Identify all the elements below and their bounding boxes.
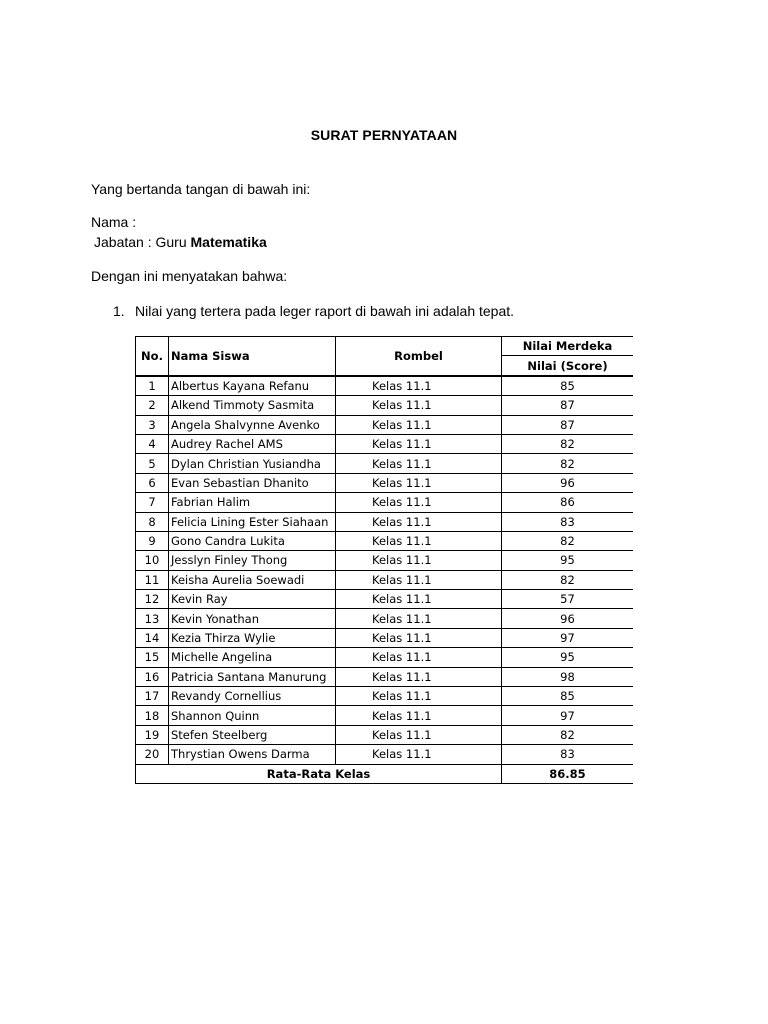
cell-score: 96 (502, 473, 634, 492)
cell-no: 19 (136, 725, 169, 744)
cell-no: 2 (136, 396, 169, 415)
cell-rombel: Kelas 11.1 (336, 609, 502, 628)
cell-score: 57 (502, 590, 634, 609)
cell-rombel: Kelas 11.1 (336, 512, 502, 531)
list-item (113, 303, 514, 319)
cell-score: 95 (502, 648, 634, 667)
cell-name: Felicia Lining Ester Siahaan (169, 512, 336, 531)
table-row (136, 725, 634, 744)
jabatan-subject: Matematika (190, 234, 267, 250)
list-item-number: 1. (113, 303, 125, 319)
cell-no: 18 (136, 706, 169, 725)
cell-name: Gono Candra Lukita (169, 531, 336, 550)
table-row (136, 609, 634, 628)
cell-name: Alkend Timmoty Sasmita (169, 396, 336, 415)
table-row (136, 628, 634, 647)
cell-no: 8 (136, 512, 169, 531)
cell-rombel: Kelas 11.1 (336, 590, 502, 609)
table-row (136, 590, 634, 609)
cell-name: Angela Shalvynne Avenko (169, 415, 336, 434)
cell-rombel: Kelas 11.1 (336, 473, 502, 492)
cell-score: 85 (502, 687, 634, 706)
cell-rombel: Kelas 11.1 (336, 745, 502, 764)
cell-name: Patricia Santana Manurung (169, 667, 336, 686)
header-score: Nilai (Score) (502, 356, 634, 376)
table-row (136, 667, 634, 686)
cell-name: Shannon Quinn (169, 706, 336, 725)
header-name: Nama Siswa (169, 337, 336, 376)
table-row (136, 493, 634, 512)
average-value: 86.85 (502, 764, 634, 783)
cell-score: 82 (502, 570, 634, 589)
cell-rombel: Kelas 11.1 (336, 648, 502, 667)
cell-rombel: Kelas 11.1 (336, 667, 502, 686)
cell-name: Kevin Yonathan (169, 609, 336, 628)
cell-rombel: Kelas 11.1 (336, 706, 502, 725)
table-row (136, 687, 634, 706)
table-row (136, 473, 634, 492)
cell-rombel: Kelas 11.1 (336, 415, 502, 434)
cell-score: 98 (502, 667, 634, 686)
cell-no: 1 (136, 376, 169, 396)
jabatan-label: Jabatan : Guru (94, 234, 191, 250)
cell-no: 7 (136, 493, 169, 512)
cell-rombel: Kelas 11.1 (336, 628, 502, 647)
cell-name: Dylan Christian Yusiandha (169, 454, 336, 473)
table-row (136, 376, 634, 396)
cell-name: Evan Sebastian Dhanito (169, 473, 336, 492)
cell-rombel: Kelas 11.1 (336, 531, 502, 550)
cell-score: 82 (502, 531, 634, 550)
cell-no: 10 (136, 551, 169, 570)
intro-text: Yang bertanda tangan di bawah ini: (91, 181, 311, 197)
cell-no: 16 (136, 667, 169, 686)
cell-rombel: Kelas 11.1 (336, 725, 502, 744)
table-row (136, 454, 634, 473)
cell-rombel: Kelas 11.1 (336, 454, 502, 473)
cell-name: Michelle Angelina (169, 648, 336, 667)
cell-rombel: Kelas 11.1 (336, 570, 502, 589)
cell-no: 5 (136, 454, 169, 473)
cell-score: 83 (502, 745, 634, 764)
cell-rombel: Kelas 11.1 (336, 687, 502, 706)
table-row (136, 570, 634, 589)
cell-no: 14 (136, 628, 169, 647)
table-row (136, 745, 634, 764)
cell-name: Kevin Ray (169, 590, 336, 609)
cell-name: Kezia Thirza Wylie (169, 628, 336, 647)
cell-score: 96 (502, 609, 634, 628)
cell-score: 95 (502, 551, 634, 570)
table-row (136, 551, 634, 570)
cell-name: Jesslyn Finley Thong (169, 551, 336, 570)
average-label: Rata-Rata Kelas (136, 764, 502, 783)
cell-score: 83 (502, 512, 634, 531)
cell-rombel: Kelas 11.1 (336, 434, 502, 453)
cell-no: 6 (136, 473, 169, 492)
cell-score: 86 (502, 493, 634, 512)
table-row (136, 706, 634, 725)
cell-no: 17 (136, 687, 169, 706)
cell-rombel: Kelas 11.1 (336, 551, 502, 570)
document-title: SURAT PERNYATAAN (310, 127, 458, 143)
table-row (136, 512, 634, 531)
header-no: No. (136, 337, 169, 376)
cell-score: 97 (502, 628, 634, 647)
table-row (136, 415, 634, 434)
list-item-text: Nilai yang tertera pada leger raport di bawah ini adalah tepat. (135, 303, 515, 319)
nama-label: Nama : (91, 214, 137, 230)
table-body (136, 376, 634, 764)
cell-score: 85 (502, 376, 634, 396)
cell-no: 13 (136, 609, 169, 628)
jabatan-line (94, 234, 267, 250)
cell-no: 11 (136, 570, 169, 589)
cell-score: 82 (502, 454, 634, 473)
cell-name: Thrystian Owens Darma (169, 745, 336, 764)
cell-no: 15 (136, 648, 169, 667)
cell-score: 82 (502, 725, 634, 744)
cell-score: 82 (502, 434, 634, 453)
cell-name: Revandy Cornellius (169, 687, 336, 706)
cell-name: Fabrian Halim (169, 493, 336, 512)
cell-rombel: Kelas 11.1 (336, 396, 502, 415)
cell-name: Albertus Kayana Refanu (169, 376, 336, 396)
table-row (136, 434, 634, 453)
statement-text: Dengan ini menyatakan bahwa: (91, 268, 288, 284)
table-row (136, 531, 634, 550)
cell-score: 97 (502, 706, 634, 725)
cell-name: Audrey Rachel AMS (169, 434, 336, 453)
table-row (136, 648, 634, 667)
cell-score: 87 (502, 396, 634, 415)
header-group: Nilai Merdeka (502, 337, 634, 356)
header-rombel: Rombel (336, 337, 502, 376)
cell-rombel: Kelas 11.1 (336, 493, 502, 512)
cell-score: 87 (502, 415, 634, 434)
cell-name: Stefen Steelberg (169, 725, 336, 744)
cell-no: 12 (136, 590, 169, 609)
cell-no: 4 (136, 434, 169, 453)
cell-no: 20 (136, 745, 169, 764)
cell-no: 9 (136, 531, 169, 550)
cell-name: Keisha Aurelia Soewadi (169, 570, 336, 589)
table-row (136, 396, 634, 415)
grade-table (135, 336, 633, 784)
cell-no: 3 (136, 415, 169, 434)
cell-rombel: Kelas 11.1 (336, 376, 502, 396)
